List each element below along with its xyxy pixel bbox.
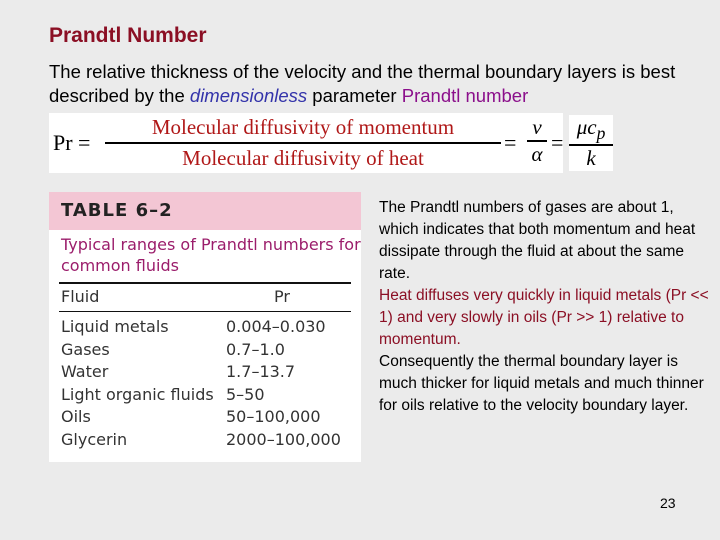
table-row — [49, 316, 361, 339]
table-caption: Typical ranges of Prandtl numbers for common fluids — [61, 235, 361, 275]
formula-mucp-k — [569, 115, 613, 171]
fluid-cell: Water — [61, 362, 109, 381]
slide-title: Prandtl Number — [49, 24, 207, 47]
fluid-cell: Glycerin — [61, 429, 128, 449]
table-header-rule — [59, 311, 351, 312]
side-paragraph-2: Heat diffuses very quickly in liquid metals (Pr << 1) and very slowly in oils (Pr >> 1) relative to momentum. — [379, 287, 709, 348]
intro-text-2: parameter — [307, 85, 402, 106]
intro-paragraph — [49, 60, 689, 108]
pr-cell: 50–100,000 — [226, 407, 321, 426]
formula-equals-2: = — [551, 130, 564, 155]
formula-nu: v — [532, 115, 542, 139]
page-number: 23 — [660, 495, 676, 511]
table-row — [49, 339, 361, 362]
formula-k: k — [569, 144, 613, 171]
table-row — [49, 384, 361, 407]
fluid-cell: Liquid metals — [61, 317, 169, 336]
col-fluid-header: Fluid — [61, 287, 100, 306]
table-label: TABLE 6–2 — [49, 192, 361, 230]
fluid-cell: Oils — [61, 407, 91, 426]
fluid-cell: Light organic fluids — [61, 384, 214, 404]
formula-cp-sub: p — [596, 123, 606, 144]
formula-lhs: Pr = — [53, 130, 91, 155]
formula-mucp — [569, 115, 613, 144]
intro-prandtl: Prandtl number — [401, 85, 529, 106]
table-row — [49, 361, 361, 384]
side-paragraph-1: The Prandtl numbers of gases are about 1, which indicates that both momentum and heat dissipate through the fluid at about the same rate. — [379, 199, 696, 282]
formula-denominator: Molecular diffusivity of heat — [105, 142, 501, 171]
side-paragraph-3: Consequently the thermal boundary layer is much thicker for liquid metals and much thinner for oils relative to the velocity boundary layer. — [379, 353, 704, 414]
formula-equals-1: = — [504, 130, 517, 155]
pr-cell: 0.004–0.030 — [226, 317, 326, 336]
pr-cell: 2000–100,000 — [226, 429, 341, 449]
fluid-cell: Gases — [61, 339, 110, 359]
intro-text-1: The relative thickness of the velocity and the thermal boundary layers is best described by the — [49, 61, 676, 106]
prandtl-table — [49, 192, 361, 462]
table-row — [49, 429, 361, 452]
table-row — [49, 406, 361, 429]
formula-nu-alpha — [527, 115, 547, 167]
pr-cell: 5–50 — [226, 384, 265, 404]
formula-numerator: Molecular diffusivity of momentum — [151, 115, 455, 139]
col-pr-header: Pr — [274, 287, 290, 306]
formula-alpha: α — [527, 140, 547, 167]
table-header-row — [49, 284, 361, 309]
formula-mu-c: μc — [576, 115, 597, 139]
pr-cell: 0.7–1.0 — [226, 339, 285, 359]
side-explanation — [379, 197, 709, 417]
formula-fraction — [105, 115, 501, 171]
pr-cell: 1.7–13.7 — [226, 362, 296, 381]
intro-emphasis: dimensionless — [189, 85, 308, 106]
